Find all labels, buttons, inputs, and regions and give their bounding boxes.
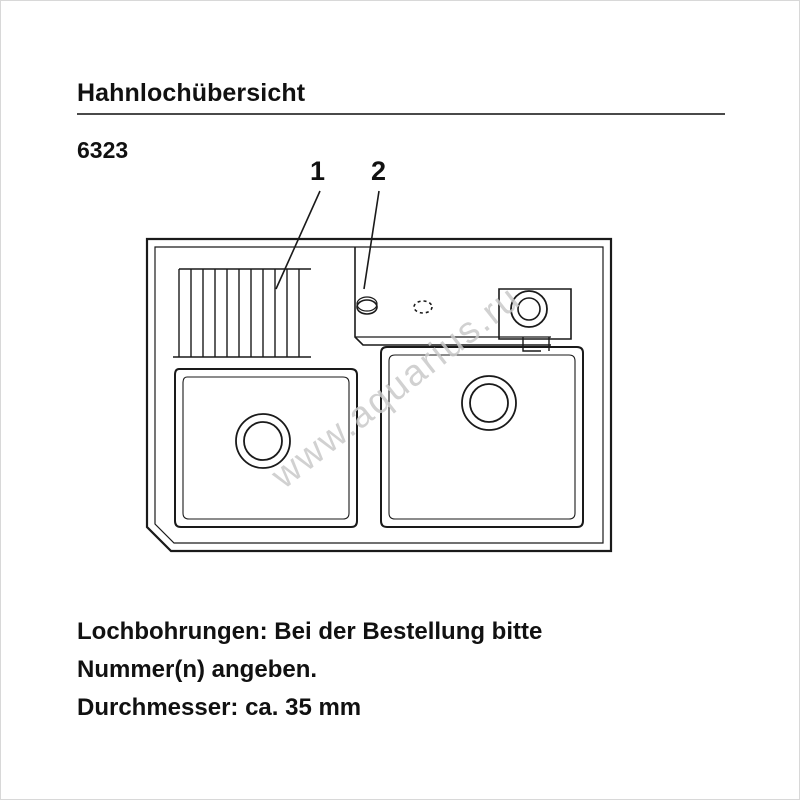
basin-right (381, 347, 583, 527)
tap-hole-icon-2 (414, 301, 432, 313)
page-title: Hahnlochübersicht (77, 79, 306, 107)
sink-outline (147, 239, 611, 551)
tap-hole-icon-1 (357, 297, 377, 314)
callout-label-1: 1 (310, 156, 326, 186)
notes-block (77, 613, 737, 727)
basin-left (175, 369, 357, 527)
note-line-2: Nummer(n) angeben. (77, 656, 318, 683)
watermark-text: www.aquarius.ru (263, 277, 528, 497)
note-line-1: Lochbohrungen: Bei der Bestellung bitte (77, 618, 543, 645)
title-divider (77, 113, 725, 115)
tap-deck-edge (355, 247, 551, 345)
sink-drawing (111, 151, 671, 591)
drainer-grooves (173, 269, 311, 357)
callout-label-2: 2 (371, 156, 387, 186)
drain-icon-right (462, 376, 516, 430)
overflow-icon (499, 289, 571, 351)
note-line-3: Durchmesser: ca. 35 mm (77, 694, 362, 721)
model-number: 6323 (77, 137, 129, 163)
drain-icon-left (236, 414, 290, 468)
